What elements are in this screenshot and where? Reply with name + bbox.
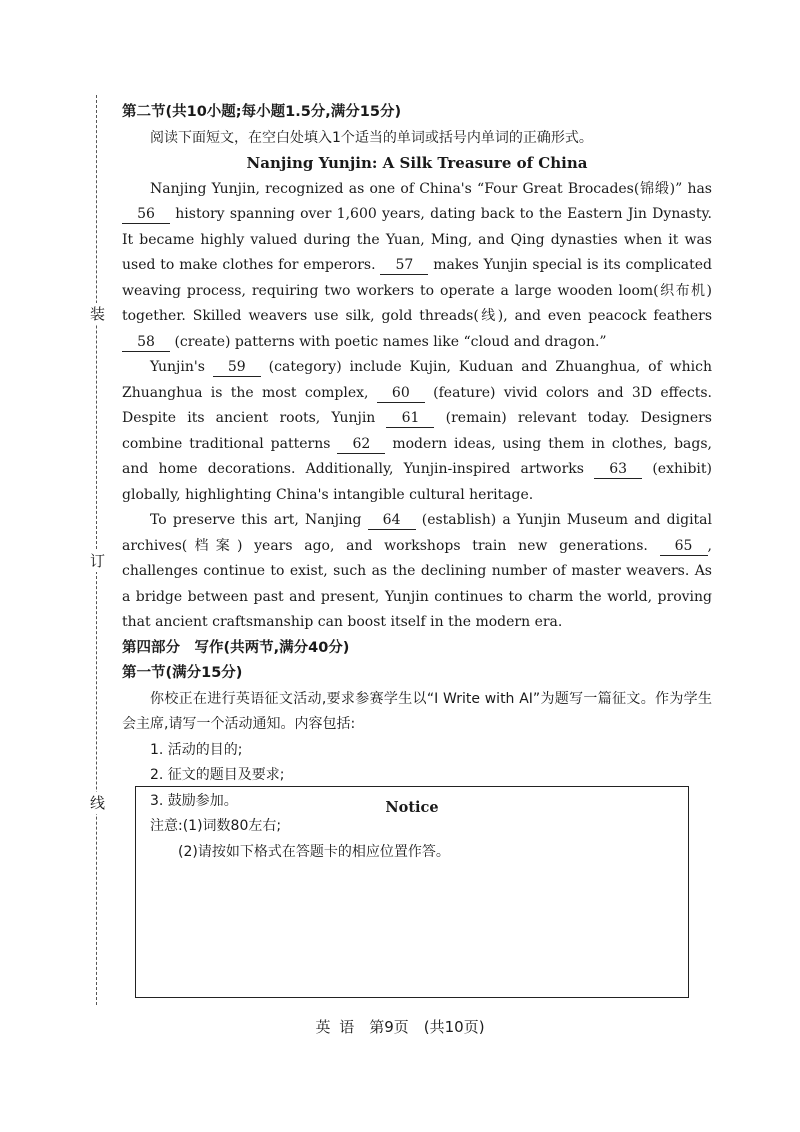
part4-heading: 第四部分 写作(共两节,满分40分) — [122, 639, 350, 656]
writing-prompt: 你校正在进行英语征文活动,要求参赛学生以“I Write with AI”为题写一篇征文。作为学生会主席,请写一个活动通知。内容包括: — [122, 690, 712, 732]
blank-61[interactable]: 61 — [386, 409, 434, 428]
p3-text-3: , challenges continue to exist, such as the declining number of master weavers. As a bridge between past and present, Yunjin continues to charm the world, proving that ancient craftsmanship can boost itself in the modern era. — [122, 537, 712, 630]
binding-mark-xian: 线 — [90, 794, 106, 812]
blank-62[interactable]: 62 — [337, 435, 385, 454]
section2-heading: 第二节(共10小题;每小题1.5分,满分15分) — [122, 104, 402, 120]
writing-note-2: (2)请按如下格式在答题卡的相应位置作答。 — [178, 843, 450, 860]
notice-answer-box[interactable] — [135, 786, 689, 998]
blank-60[interactable]: 60 — [377, 384, 425, 403]
writing-item-3: 3. 鼓励参加。 — [150, 792, 238, 809]
page-footer: 英 语 第9页 (共10页) — [315, 1018, 485, 1036]
blank-58[interactable]: 58 — [122, 333, 170, 352]
page-content — [122, 100, 712, 865]
section2-instruction: 阅读下面短文，在空白处填入1个适当的单词或括号内单词的正确形式。 — [150, 129, 593, 146]
binding-mark-ding: 订 — [90, 552, 106, 570]
p1-text-4: (create) patterns with poetic names like “cloud and dragon.” — [170, 333, 607, 350]
writing-item-1: 1. 活动的目的; — [150, 741, 243, 758]
passage-title: Nanjing Yunjin: A Silk Treasure of China — [246, 154, 588, 172]
writing-item-2: 2. 征文的题目及要求; — [150, 767, 285, 783]
p2-text-1: Yunjin's — [150, 359, 213, 375]
p2-text-2: (category) include Kujin, Kuduan and Zhuanghua, of which Zhuanghua is the most complex, — [122, 359, 712, 401]
binding-mark-zhuang: 装 — [90, 305, 106, 323]
p2-text-6: (exhibit) globally, highlighting China's intangible cultural heritage. — [122, 461, 712, 503]
p3-text-2: (establish) a Yunjin Museum and digital archives(档案) years ago, and workshops train new generations. — [122, 512, 712, 554]
p2-text-3: (feature) vivid colors and 3D effects. Despite its ancient roots, Yunjin — [122, 384, 713, 426]
writing-note-1: 注意:(1)词数80左右; — [150, 818, 282, 834]
part4-section1-heading: 第一节(满分15分) — [122, 665, 243, 681]
p1-text-2: history spanning over 1,600 years, dating back to the Eastern Jin Dynasty. It became highly valued during the Yuan, Ming, and Qing dynasties when it was used to make clothes for emperors. — [122, 206, 712, 273]
p1-text-1: Nanjing Yunjin, recognized as one of China's “Four Great Brocades(锦缎)” has — [150, 180, 712, 197]
p1-text-3: makes Yunjin special is its complicated weaving process, requiring two workers to operate a large wooden loom(织布机) together. Skilled weavers use silk, gold threads(线), and even peacock feathers — [122, 257, 713, 324]
blank-56[interactable]: 56 — [122, 205, 170, 224]
blank-63[interactable]: 63 — [594, 460, 642, 479]
notice-title: Notice — [385, 799, 439, 816]
p2-text-5: modern ideas, using them in clothes, bags, and home decorations. Additionally, Yunjin-inspired artworks — [122, 435, 712, 477]
p3-text-1: To preserve this art, Nanjing — [150, 512, 368, 528]
p2-text-4: (remain) relevant today. Designers combine traditional patterns — [122, 410, 712, 452]
blank-65[interactable]: 65 — [660, 537, 708, 556]
blank-57[interactable]: 57 — [380, 256, 428, 275]
blank-59[interactable]: 59 — [213, 358, 261, 377]
passage-paragraph-1 — [122, 177, 712, 356]
blank-64[interactable]: 64 — [368, 511, 416, 530]
passage-paragraph-2 — [122, 355, 712, 508]
passage-paragraph-3 — [122, 508, 712, 636]
